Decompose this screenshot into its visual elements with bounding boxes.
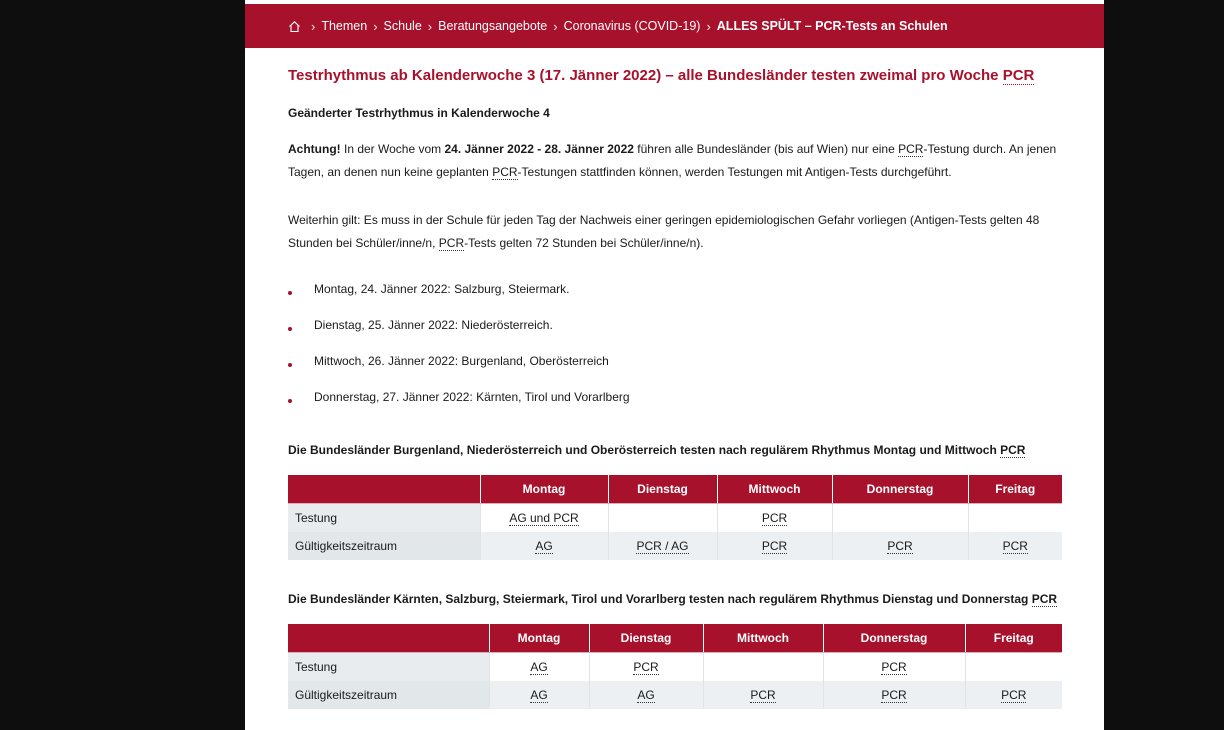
chevron-right-icon: › (553, 18, 558, 34)
abbr-pcr[interactable]: PCR (492, 165, 518, 179)
table-header-cell: Mittwoch (717, 475, 832, 504)
breadcrumb-beratungsangebote[interactable]: Beratungsangebote (438, 19, 548, 33)
row-label: Testung (288, 504, 480, 533)
table-header-cell: Donnerstag (823, 624, 965, 653)
table2-caption (288, 592, 1057, 606)
table-cell (965, 681, 1062, 709)
table1-caption (288, 443, 1025, 457)
table-cell (703, 653, 823, 682)
abbr-pcr[interactable]: PCR (1031, 592, 1058, 606)
breadcrumb (245, 4, 1104, 48)
abbr-value[interactable]: PCR (1002, 539, 1028, 553)
abbr-pcr[interactable]: PCR (1002, 67, 1035, 84)
text-span: -Tests gelten 72 Stunden bei Schüler/inne/n). (464, 236, 704, 250)
row-label: Testung (288, 653, 489, 682)
text-span: -Testung durch. An jenen Tagen, an denen nun keine geplanten (288, 142, 1057, 179)
list-item: Montag, 24. Jänner 2022: Salzburg, Steiermark. (288, 281, 630, 317)
abbr-pcr[interactable]: PCR (1000, 443, 1026, 457)
table-row (288, 653, 1062, 682)
table-cell (832, 532, 968, 560)
chevron-right-icon: › (311, 18, 316, 34)
page-title-text: Testrhythmus ab Kalenderwoche 3 (17. Jänner 2022) – alle Bundesländer testen zweimal pro Woche (288, 67, 1003, 84)
table-header-cell: Freitag (968, 475, 1062, 504)
chevron-right-icon: › (427, 18, 433, 34)
table-cell (832, 504, 968, 533)
list-item: Donnerstag, 27. Jänner 2022: Kärnten, Tirol und Vorarlberg (288, 389, 630, 425)
abbr-value[interactable]: PCR (881, 660, 907, 674)
table-cell (968, 532, 1062, 560)
table-header-cell: Montag (489, 624, 589, 653)
abbr-pcr[interactable]: PCR (438, 236, 465, 250)
table-cell (589, 681, 703, 709)
attention-label: Achtung! (288, 142, 341, 156)
table-header-cell: Mittwoch (703, 624, 823, 653)
abbr-value[interactable]: PCR (887, 539, 913, 553)
validity-paragraph (288, 209, 1063, 255)
table-cell (717, 532, 832, 560)
table-cell (489, 681, 589, 709)
schedule-table-1 (288, 475, 1062, 560)
table-row (288, 532, 1062, 560)
table-cell (608, 532, 717, 560)
table-header-cell: Dienstag (589, 624, 703, 653)
section-subheading: Geänderter Testrhythmus in Kalenderwoche 4 (288, 106, 550, 120)
table-cell (589, 653, 703, 682)
text-span: Weiterhin gilt: Es muss in der Schule für jeden Tag der Nachweis einer geringen epidemiologischen Gefahr vorliegen (Antigen-Tests gelten 48 Stunden bei Schüler/inne/n, (288, 213, 1040, 250)
table-cell (608, 504, 717, 533)
breadcrumb-themen[interactable]: Themen (321, 19, 368, 33)
abbr-pcr[interactable]: PCR (898, 142, 924, 156)
table-header-row (288, 475, 1062, 504)
text-span: -Testungen stattfinden können, werden Testungen mit Antigen-Tests durchgeführt. (517, 165, 952, 179)
table-cell (703, 681, 823, 709)
abbr-value[interactable]: PCR (1001, 688, 1027, 702)
table-cell (480, 504, 608, 533)
table-header-cell: Freitag (965, 624, 1062, 653)
row-label: Gültigkeitszeitraum (288, 532, 480, 560)
chevron-right-icon: › (373, 18, 378, 34)
abbr-value[interactable]: PCR / AG (636, 539, 689, 553)
abbr-value[interactable]: AG (637, 688, 655, 702)
table-cell (965, 653, 1062, 682)
table-cell (489, 653, 589, 682)
breadcrumb-coronavirus[interactable]: Coronavirus (COVID-19) (563, 19, 701, 33)
day-list (288, 281, 630, 425)
schedule-table-2 (288, 624, 1062, 709)
row-label: Gültigkeitszeitraum (288, 681, 489, 709)
attention-paragraph (288, 138, 1063, 184)
table-row (288, 504, 1062, 533)
page (245, 0, 1104, 730)
table-row (288, 681, 1062, 709)
caption-text: Die Bundesländer Burgenland, Niederösterreich und Oberösterreich testen nach regulärem Rhythmus Montag und Mittwoch (288, 443, 1001, 457)
table-cell (480, 532, 608, 560)
page-title (288, 67, 1034, 84)
abbr-value[interactable]: PCR (750, 688, 776, 702)
table-header-cell (288, 475, 480, 504)
abbr-value[interactable]: PCR (761, 511, 788, 525)
abbr-value[interactable]: PCR (633, 660, 659, 674)
table-header-cell: Donnerstag (832, 475, 968, 504)
table-header-row (288, 624, 1062, 653)
table-cell (968, 504, 1062, 533)
home-icon[interactable] (288, 20, 301, 33)
breadcrumb-schule[interactable]: Schule (383, 19, 422, 33)
text-span: führen alle Bundesländer (bis auf Wien) nur eine (633, 142, 899, 156)
text-span: In der Woche vom (340, 142, 445, 156)
table-cell (717, 504, 832, 533)
date-range: 24. Jänner 2022 - 28. Jänner 2022 (444, 142, 634, 156)
list-item: Mittwoch, 26. Jänner 2022: Burgenland, Oberösterreich (288, 353, 630, 389)
abbr-value[interactable]: AG und PCR (509, 511, 579, 525)
abbr-value[interactable]: PCR (881, 688, 907, 702)
caption-text: Die Bundesländer Kärnten, Salzburg, Steiermark, Tirol und Vorarlberg testen nach regulärem Rhythmus Dienstag und Donnerstag (288, 592, 1032, 606)
list-item: Dienstag, 25. Jänner 2022: Niederösterreich. (288, 317, 630, 353)
abbr-value[interactable]: PCR (761, 539, 788, 553)
table-cell (823, 653, 965, 682)
chevron-right-icon: › (706, 18, 711, 34)
table-cell (823, 681, 965, 709)
table-header-cell: Dienstag (608, 475, 717, 504)
abbr-value[interactable]: AG (530, 688, 548, 702)
table-header-cell: Montag (480, 475, 608, 504)
abbr-value[interactable]: AG (530, 660, 548, 674)
abbr-value[interactable]: AG (535, 539, 553, 553)
table-header-cell (288, 624, 489, 653)
breadcrumb-current: ALLES SPÜLT – PCR-Tests an Schulen (716, 19, 948, 33)
